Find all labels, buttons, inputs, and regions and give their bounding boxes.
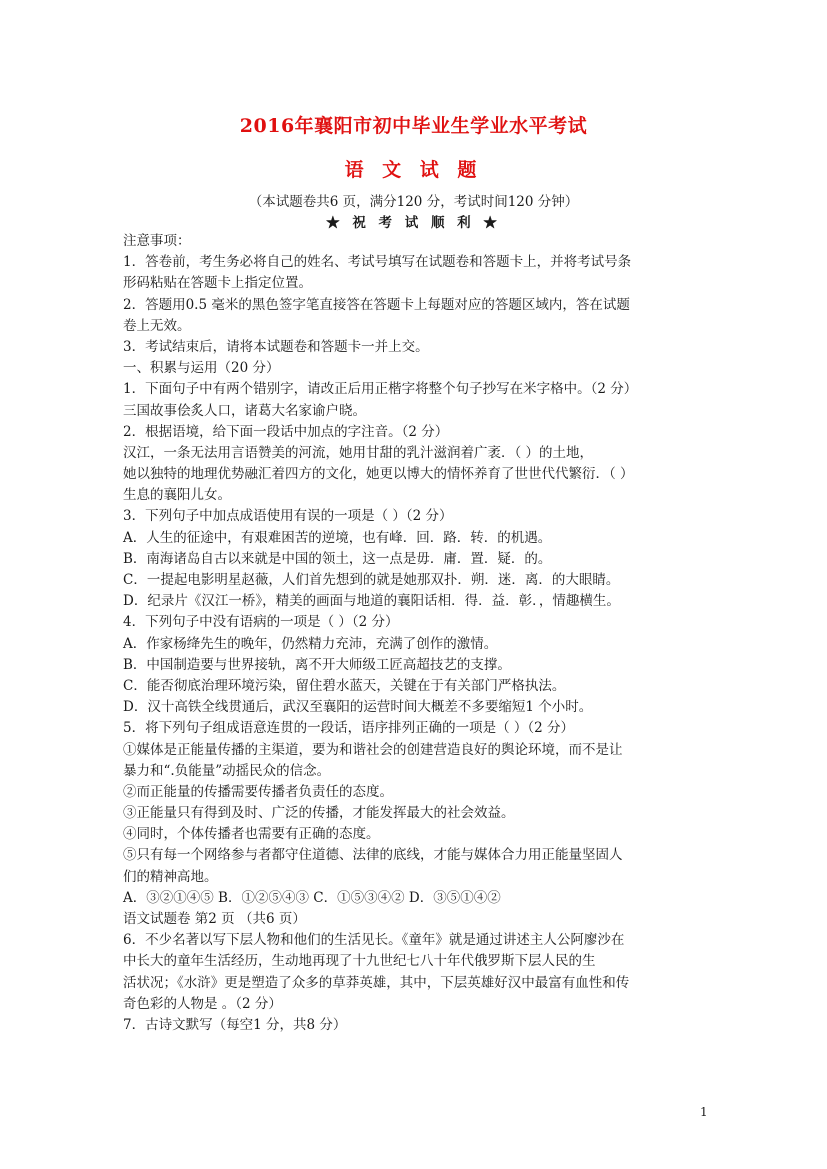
text-line: A．作家杨绛先生的晚年，仍然精力充沛，充满了创作的激情。 [123, 635, 498, 652]
text-line: 卷上无效。 [123, 317, 191, 334]
text-line: ④同时，个体传播者也需要有正确的态度。 [123, 826, 380, 843]
text-line: ③正能量只有得到及时、广泛的传播，才能发挥最大的社会效益。 [123, 805, 515, 822]
text-line: 7．古诗文默写（每空1 分，共8 分） [123, 1016, 347, 1033]
text-line: 2．根据语境，给下面一段话中加点的字注音。（2 分） [123, 423, 449, 440]
text-line: 4．下列句子中没有语病的一项是（ ）（2 分） [123, 614, 399, 631]
text-line: C．一提起电影明星赵薇，人们首先想到的就是她那双扑．朔．迷．离．的大眼睛。 [123, 572, 620, 588]
text-line: 5．将下列句子组成语意连贯的一段话，语序排列正确的一项是（ ）（2 分） [123, 720, 575, 737]
exam-info: （本试题卷共6 页，满分120 分，考试时间120 分钟） [248, 194, 579, 210]
text-line: 1．答卷前，考生务必将自己的姓名、考试号填写在试题卷和答题卡上，并将考试号条 [123, 254, 632, 271]
text-line: A．③②①④⑤ B．①②⑤④③ C．①⑤③④② D．③⑤①④② [123, 889, 501, 906]
text-line: 6．不少名著以写下层人物和他们的生活见长。《童年》就是通过讲述主人公阿廖沙在 [123, 932, 625, 949]
text-line: 3．考试结束后，请将本试题卷和答题卡一并上交。 [123, 338, 429, 355]
text-line: 暴力和“.负能量”动摇民众的信念。 [123, 762, 331, 779]
text-line: ②而正能量的传播需要传播者负责任的态度。 [123, 783, 393, 800]
text-line: D．汉十高铁全线贯通后，武汉至襄阳的运营时间大概差不多要缩短1 个小时。 [123, 699, 593, 716]
blessing-line: ★ 祝 考 试 顺 利 ★ [326, 215, 501, 231]
text-line: C．能否彻底治理环境污染，留住碧水蓝天，关键在于有关部门严格执法。 [123, 677, 566, 694]
text-line: 汉江，一条无法用言语赞美的河流，她用甘甜的乳汁滋润着广袤．（ ）的土地， [123, 444, 594, 461]
text-line: 3．下列句子中加点成语使用有误的一项是（ ）（2 分） [123, 508, 453, 525]
text-line: A．人生的征途中，有艰难困苦的逆境，也有峰．回．路．转．的机遇。 [123, 529, 552, 546]
text-line: ⑤只有每一个网络参与者都守住道德、法律的底线，才能与媒体合力用正能量坚固人 [123, 847, 623, 864]
text-line: 生息的襄阳儿女。 [123, 487, 231, 504]
exam-title: 2016年襄阳市初中毕业生学业水平考试 [239, 115, 588, 137]
text-line: B．中国制造要与世界接轨，离不开大师级工匠高超技艺的支撑。 [123, 656, 511, 673]
text-line: 2．答题用0.5 毫米的黑色签字笔直接答在答题卡上每题对应的答题区域内，答在试题 [123, 296, 630, 313]
text-line: B．南海诸岛自古以来就是中国的领土，这一点是毋．庸．置．疑．的。 [123, 550, 552, 567]
text-line: 1．下面句子中有两个错别字，请改正后用正楷字将整个句子抄写在米字格中。（2 分） [123, 381, 638, 398]
text-line: 活状况；《水浒》更是塑造了众多的草莽英雄，其中，下层英雄好汉中最富有血性和传 [123, 974, 630, 991]
page-number: 1 [700, 1105, 708, 1119]
text-line: 们的精神高地。 [123, 868, 218, 885]
text-line: ①媒体是正能量传播的主渠道，要为和谐社会的创建营造良好的舆论环境，而不是让 [123, 741, 623, 758]
text-line: 注意事项： [123, 233, 191, 249]
document-body [123, 231, 703, 1036]
exam-subtitle: 语 文 试 题 [344, 159, 483, 181]
text-line: 她以独特的地理优势融汇着四方的文化，她更以博大的情怀养育了世世代代繁衍．（ ） [123, 466, 634, 483]
text-line: 奇色彩的人物是 。（2 分） [123, 995, 282, 1012]
text-line: 形码粘贴在答题卡上指定位置。 [123, 275, 312, 292]
text-line: 语文试题卷 第2 页 （共6 页） [123, 911, 306, 927]
text-line: 三国故事侩炙人口，诸葛大名家谕户晓。 [123, 402, 366, 419]
text-line: 中长大的童年生活经历，生动地再现了十九世纪七八十年代俄罗斯下层人民的生 [123, 953, 596, 970]
text-line: 一、积累与运用（20 分） [123, 360, 280, 377]
text-line: D．纪录片《汉江一桥》，精美的画面与地道的襄阳话相．得．益．彰．，情趣横生。 [123, 593, 620, 610]
